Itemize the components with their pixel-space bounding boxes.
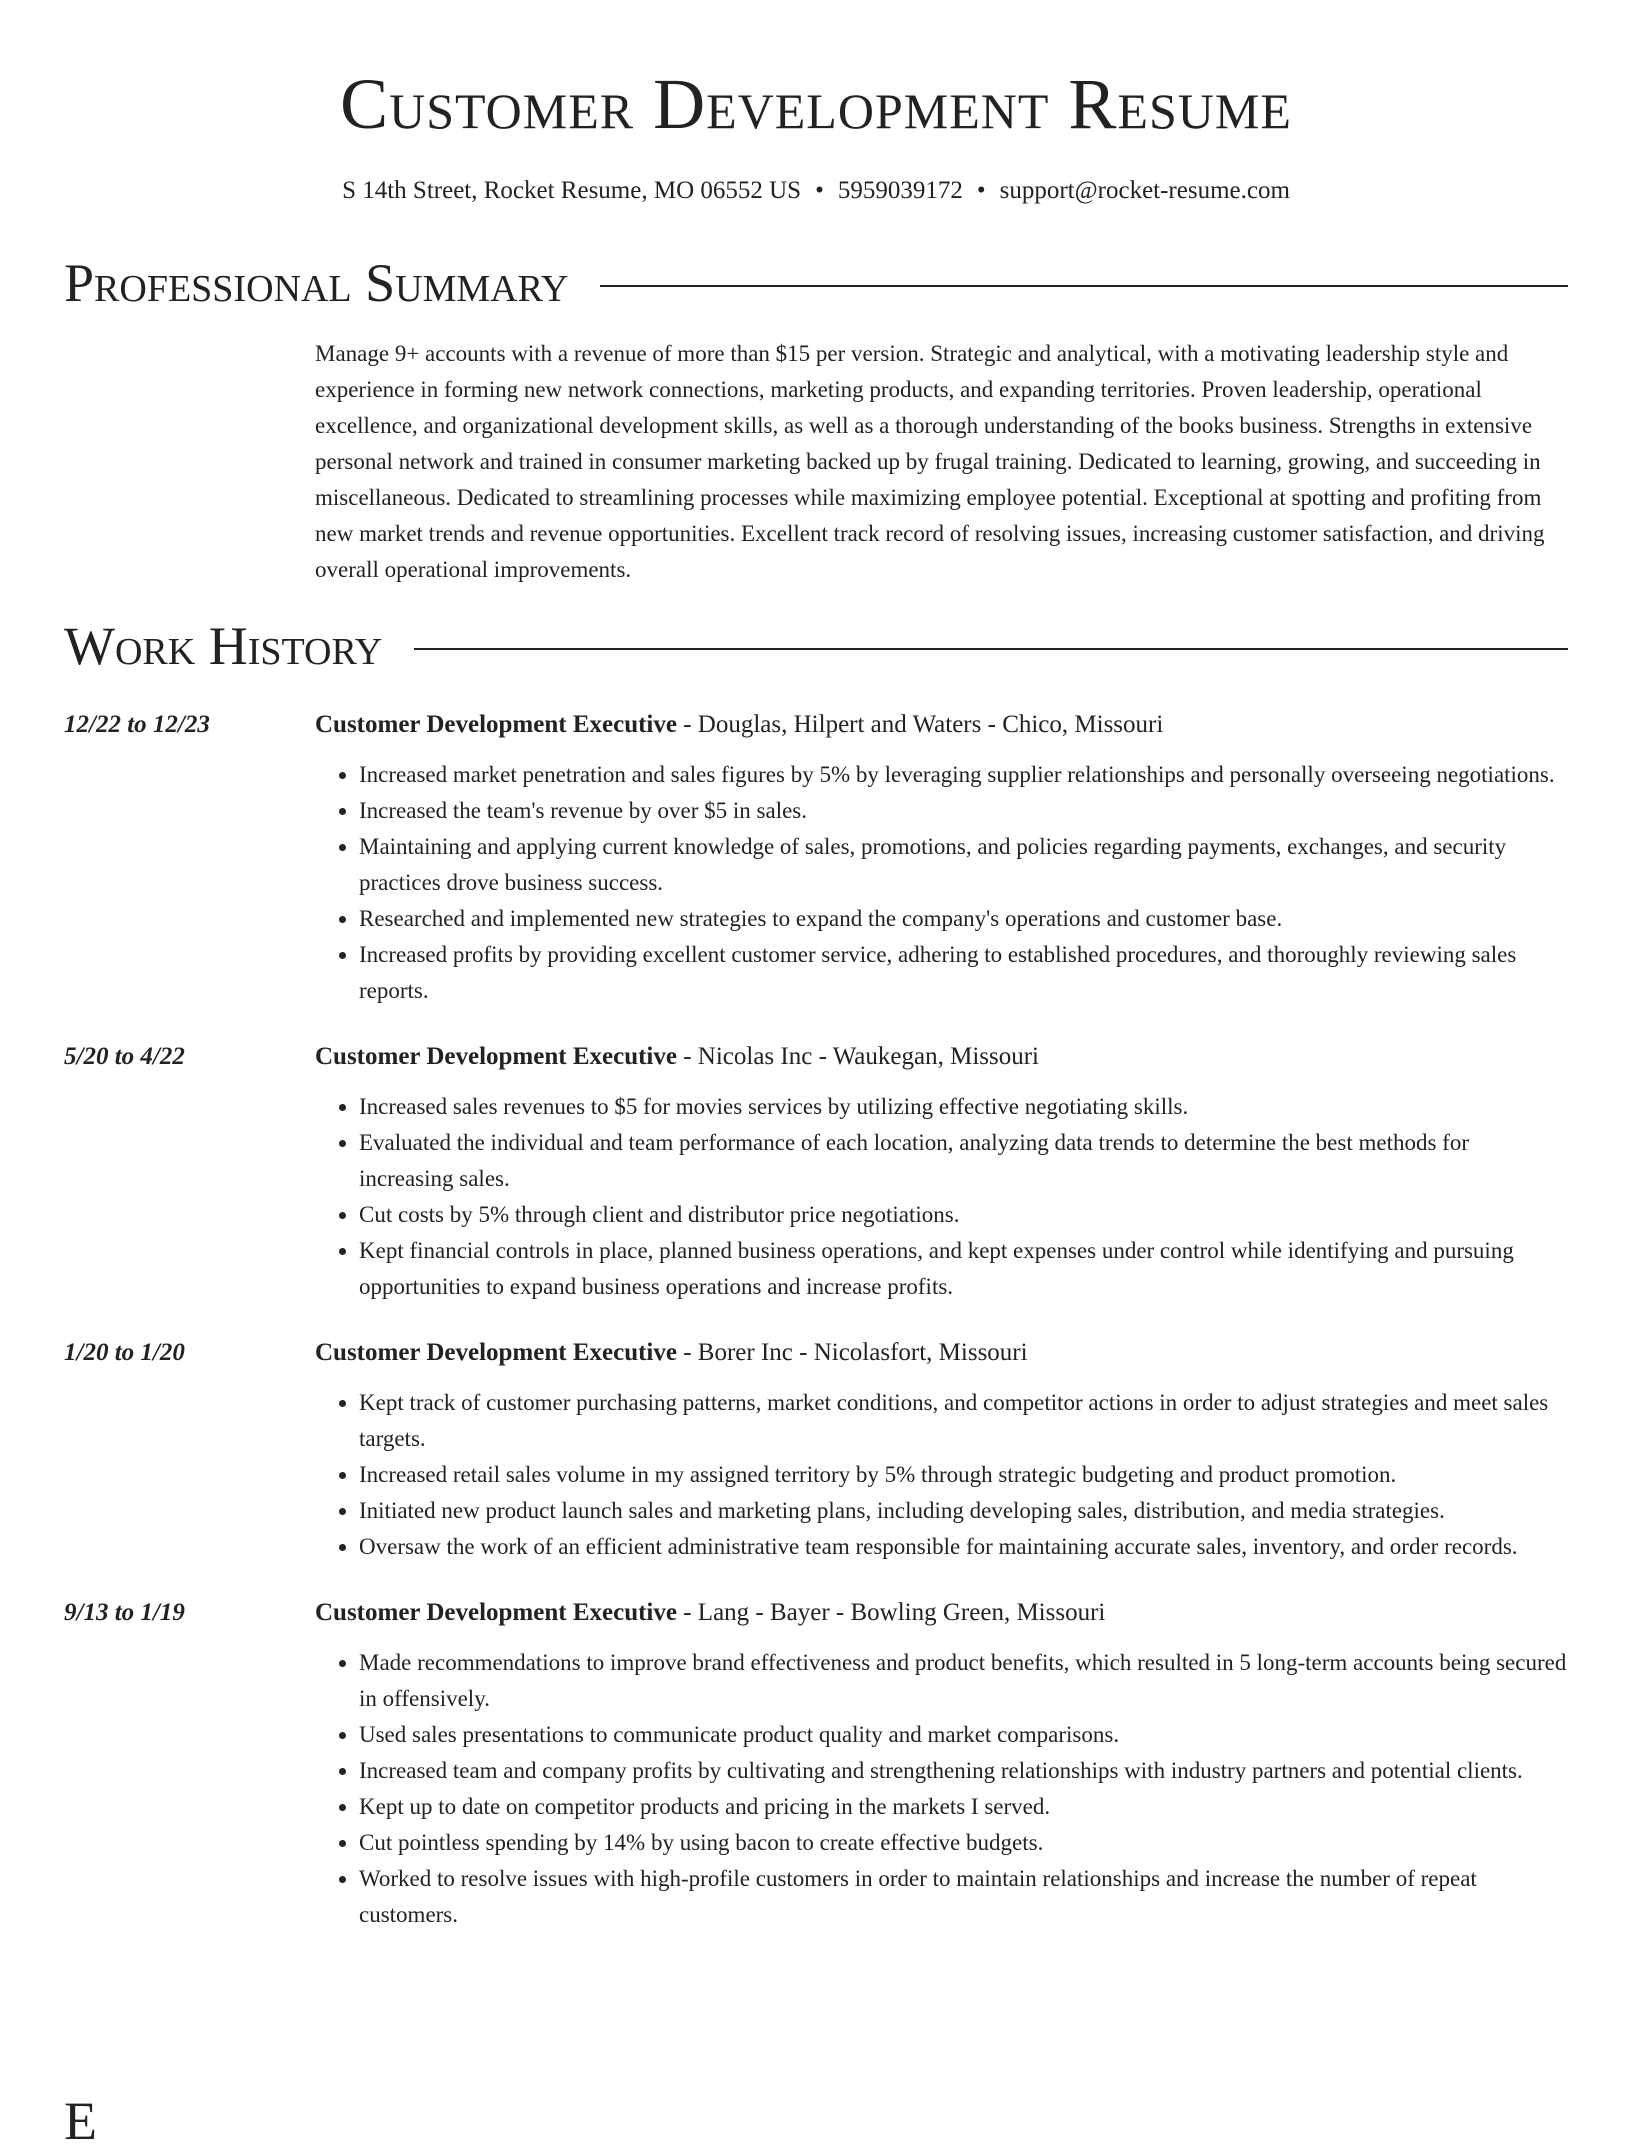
job-dates: 12/22 to 12/23 <box>64 711 210 738</box>
job-bullet-item: • Made recommendations to improve brand effectiveness and product benefits, which resulted in 5 long-term accounts being secured in offensively. <box>359 1645 1568 1717</box>
job-bullet-item: • Initiated new product launch sales and marketing plans, including developing sales, distribution, and media strategies. <box>359 1493 1568 1529</box>
contact-separator: • <box>815 177 824 204</box>
job-dates: 9/13 to 1/19 <box>64 1599 185 1626</box>
job-role: Customer Development Executive <box>315 1339 677 1366</box>
job-bullet-item: • Oversaw the work of an efficient administrative team responsible for maintaining accurate sales, inventory, and order records. <box>359 1529 1568 1565</box>
job-title-line <box>315 707 1568 743</box>
job-bullet-item: • Kept financial controls in place, planned business operations, and kept expenses under control while identifying and pursuing opportunities to expand business operations and increase profits. <box>359 1233 1568 1305</box>
job-bullet-item: • Cut costs by 5% through client and distributor price negotiations. <box>359 1197 1568 1233</box>
job-entry <box>64 1595 1568 1933</box>
job-entry <box>64 707 1568 1009</box>
job-dates: 5/20 to 4/22 <box>64 1043 185 1070</box>
job-body <box>315 1039 1568 1305</box>
contact-address: S 14th Street, Rocket Resume, MO 06552 US <box>342 177 802 204</box>
job-bullet-item: • Kept up to date on competitor products and pricing in the markets I served. <box>359 1789 1568 1825</box>
job-role: Customer Development Executive <box>315 1599 677 1626</box>
job-bullet-item: • Increased profits by providing excellent customer service, adhering to established procedures, and thoroughly reviewing sales reports. <box>359 937 1568 1009</box>
job-bullet-item: • Worked to resolve issues with high-profile customers in order to maintain relationships and increase the number of repeat customers. <box>359 1861 1568 1933</box>
job-bullet-item: • Researched and implemented new strategies to expand the company's operations and customer base. <box>359 901 1568 937</box>
job-bullets <box>315 1385 1568 1565</box>
job-entry <box>64 1335 1568 1565</box>
job-bullet-item: • Used sales presentations to communicate product quality and market comparisons. <box>359 1717 1568 1753</box>
resume-title: Customer Development Resume <box>340 64 1292 144</box>
section-header-work <box>64 611 1568 681</box>
job-bullets <box>315 757 1568 1009</box>
job-role: Customer Development Executive <box>315 711 677 738</box>
job-bullet-item: • Kept track of customer purchasing patterns, market conditions, and competitor actions in order to adjust strategies and meet sales targets. <box>359 1385 1568 1457</box>
contact-phone: 5959039172 <box>837 177 963 204</box>
job-employer-location: - Lang - Bayer - Bowling Green, Missouri <box>676 1599 1106 1626</box>
job-bullet-item: • Increased retail sales volume in my assigned territory by 5% through strategic budgeting and product promotion. <box>359 1457 1568 1493</box>
job-employer-location: - Douglas, Hilpert and Waters - Chico, Missouri <box>676 711 1164 738</box>
job-dates: 1/20 to 1/20 <box>64 1339 185 1366</box>
job-bullets <box>315 1645 1568 1933</box>
resume-page <box>64 0 1568 1933</box>
job-body <box>315 707 1568 1009</box>
section-divider <box>600 285 1568 287</box>
contact-line <box>64 174 1568 208</box>
contact-email[interactable]: support@rocket-resume.com <box>999 177 1290 204</box>
job-title-line <box>315 1039 1568 1075</box>
job-body <box>315 1335 1568 1565</box>
job-employer-location: - Borer Inc - Nicolasfort, Missouri <box>676 1339 1028 1366</box>
section-title-work: Work History <box>64 616 383 676</box>
resume-header <box>64 0 1568 208</box>
job-employer-location: - Nicolas Inc - Waukegan, Missouri <box>676 1043 1039 1070</box>
section-divider <box>414 648 1568 650</box>
job-bullet-item: • Cut pointless spending by 14% by using bacon to create effective budgets. <box>359 1825 1568 1861</box>
job-bullet-item: • Increased team and company profits by cultivating and strengthening relationships with industry partners and potential clients. <box>359 1753 1568 1789</box>
job-bullet-item: • Evaluated the individual and team performance of each location, analyzing data trends to determine the best methods for increasing sales. <box>359 1125 1568 1197</box>
job-bullet-item: • Increased sales revenues to $5 for movies services by utilizing effective negotiating skills. <box>359 1089 1568 1125</box>
section-title-next: E <box>64 2091 97 2151</box>
job-bullet-item: • Increased market penetration and sales figures by 5% by leveraging supplier relationships and personally overseeing negotiations. <box>359 757 1568 793</box>
job-title-line <box>315 1335 1568 1371</box>
job-entry <box>64 1039 1568 1305</box>
job-bullets <box>315 1089 1568 1305</box>
job-bullet-item: • Increased the team's revenue by over $5 in sales. <box>359 793 1568 829</box>
job-title-line <box>315 1595 1568 1631</box>
job-bullet-item: • Maintaining and applying current knowledge of sales, promotions, and policies regarding payments, exchanges, and security practices drove business success. <box>359 829 1568 901</box>
work-history-list <box>64 707 1568 1933</box>
section-title-summary: Professional Summary <box>64 253 569 313</box>
section-header-summary <box>64 248 1568 318</box>
job-role: Customer Development Executive <box>315 1043 677 1070</box>
contact-separator: • <box>976 177 986 204</box>
summary-text: Manage 9+ accounts with a revenue of more than $15 per version. Strategic and analytical, with a motivating leadership style and experience in forming new network connections, marketing products, and expanding territories. Proven leadership, operational excellence, and organizational development skills, as well as a thorough understanding of the books business. Strengths in extensive personal network and trained in consumer marketing backed up by frugal training. Dedicated to learning, growing, and succeeding in miscellaneous. Dedicated to streamlining processes while maximizing employee potential. Exceptional at spotting and profiting from new market trends and revenue opportunities. Excellent track record of resolving issues, increasing customer satisfaction, and driving overall operational improvements. <box>315 341 1545 582</box>
job-body <box>315 1595 1568 1933</box>
